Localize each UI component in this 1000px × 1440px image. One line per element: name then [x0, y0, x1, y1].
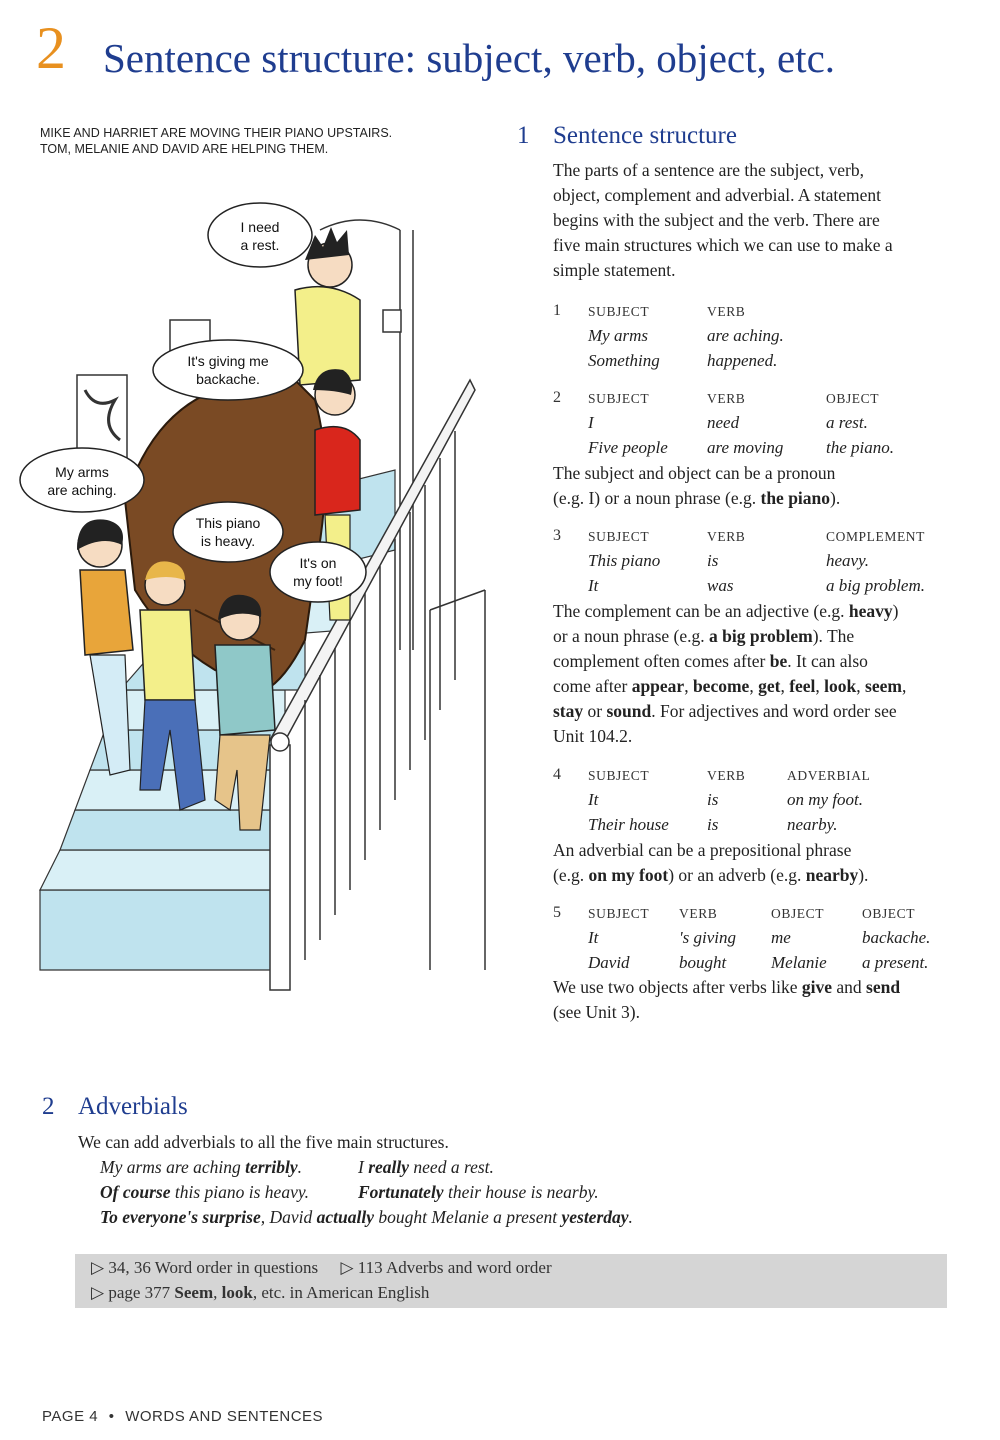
note-line: Unit 104.2.	[553, 726, 633, 746]
column-header: VERB	[707, 768, 746, 783]
reference-link[interactable]: ▷ page 377 Seem, look, etc. in American English	[91, 1283, 430, 1302]
note-line: The subject and object can be a pronoun	[553, 463, 836, 483]
section-1-number: 1	[517, 122, 530, 149]
example-cell: My arms	[588, 326, 648, 345]
structure-number: 5	[553, 904, 561, 921]
bubble-text: I need	[240, 219, 280, 235]
page-number: PAGE 4	[42, 1408, 99, 1425]
page-footer	[42, 1408, 323, 1425]
note-line: The complement can be an adjective (e.g. heavy)	[553, 601, 899, 621]
bubble-text: This piano	[195, 515, 261, 531]
note-line: complement often comes after be. It can also	[553, 651, 868, 671]
example-cell: David	[588, 953, 630, 972]
column-header: VERB	[707, 529, 746, 544]
bubble-text: It's giving me	[187, 353, 269, 369]
intro-line: begins with the subject and the verb. There are	[553, 210, 880, 230]
adverbial-example-row: Of course this piano is heavy. Fortunately their house is nearby.	[100, 1182, 599, 1202]
note-line: (e.g. on my foot) or an adverb (e.g. nearby).	[553, 865, 869, 885]
column-header: VERB	[707, 304, 746, 319]
example-cell: a present.	[862, 953, 929, 972]
reference-line	[91, 1258, 552, 1278]
example-cell: is	[707, 815, 719, 834]
section-1-title: Sentence structure	[553, 122, 737, 149]
example-cell: It	[588, 790, 599, 809]
column-header: VERB	[707, 391, 746, 406]
bubble-text: a rest.	[240, 237, 280, 253]
bubble-text: backache.	[196, 371, 260, 387]
note-line: (see Unit 3).	[553, 1002, 640, 1022]
note-line: An adverbial can be a prepositional phrase	[553, 840, 852, 860]
example-cell: Five people	[588, 438, 668, 457]
section-2-body	[78, 1130, 958, 1230]
speech-bubble-backache	[153, 340, 303, 400]
speech-bubble-need-rest	[208, 203, 312, 267]
person-harriet	[77, 519, 133, 775]
example-cell: nearby.	[787, 815, 838, 834]
intro-line: object, complement and adverbial. A statement	[553, 185, 882, 205]
unit-number: 2	[36, 15, 66, 81]
example-cell: Their house	[588, 815, 669, 834]
caption-line-1: MIKE AND HARRIET ARE MOVING THEIR PIANO UPSTAIRS.	[40, 126, 393, 140]
structure-4-note	[553, 838, 973, 888]
example-cell: backache.	[862, 928, 931, 947]
reference-link[interactable]: ▷ 113 Adverbs and word order	[340, 1258, 552, 1277]
example-cell: a big problem.	[826, 576, 926, 595]
adverbial-example-row: To everyone's surprise, David actually bought Melanie a present yesterday.	[100, 1207, 633, 1227]
column-header: SUBJECT	[588, 304, 650, 319]
bubble-text: My arms	[55, 464, 109, 480]
speech-bubble-piano-heavy	[173, 502, 283, 562]
section-2-number: 2	[42, 1093, 55, 1120]
bubble-text: my foot!	[293, 573, 343, 589]
speech-bubble-arms-aching	[20, 448, 144, 512]
column-header: OBJECT	[771, 906, 825, 921]
section-1-intro	[553, 158, 973, 283]
intro-line: The parts of a sentence are the subject, verb,	[553, 160, 864, 180]
example-cell: Melanie	[771, 953, 827, 972]
note-line: stay or sound. For adjectives and word order see	[553, 701, 897, 721]
column-header: SUBJECT	[588, 768, 650, 783]
speech-bubble-on-foot	[270, 542, 366, 602]
note-line: (e.g. I) or a noun phrase (e.g. the piano).	[553, 488, 841, 508]
column-header: VERB	[679, 906, 718, 921]
example-cell: are moving	[707, 438, 784, 457]
bubble-text: are aching.	[47, 482, 117, 498]
unit-title: Sentence structure: subject, verb, object, etc.	[103, 35, 836, 81]
example-cell: is	[707, 551, 719, 570]
adverbial-example-row: My arms are aching terribly. I really need a rest.	[100, 1157, 494, 1177]
note-line: come after appear, become, get, feel, look, seem,	[553, 676, 907, 696]
cross-reference-box	[75, 1254, 947, 1308]
structure-3-note	[553, 599, 973, 749]
example-cell: 's giving	[679, 928, 736, 947]
note-line: or a noun phrase (e.g. a big problem). The	[553, 626, 855, 646]
example-cell: happened.	[707, 351, 778, 370]
caption-line-2: TOM, MELANIE AND DAVID ARE HELPING THEM.	[40, 142, 329, 156]
example-cell: is	[707, 790, 719, 809]
example-cell: me	[771, 928, 791, 947]
example-cell: I	[588, 413, 594, 432]
column-header: ADVERBIAL	[787, 768, 871, 783]
example-cell: are aching.	[707, 326, 784, 345]
section-2-title: Adverbials	[78, 1093, 188, 1120]
example-cell: It	[588, 928, 599, 947]
structure-number: 2	[553, 389, 561, 406]
structure-number: 3	[553, 527, 561, 544]
intro-line: five main structures which we can use to make a	[553, 235, 893, 255]
bubble-text: It's on	[299, 555, 337, 571]
example-cell: the piano.	[826, 438, 894, 457]
structure-2-note	[553, 461, 973, 511]
example-cell: was	[707, 576, 734, 595]
structure-number: 4	[553, 766, 561, 783]
section-name: WORDS AND SENTENCES	[125, 1408, 324, 1425]
example-cell: on my foot.	[787, 790, 864, 809]
column-header: SUBJECT	[588, 391, 650, 406]
column-header: COMPLEMENT	[826, 529, 926, 544]
example-cell: a rest.	[826, 413, 868, 432]
example-cell: Something	[588, 351, 660, 370]
reference-line	[91, 1283, 429, 1303]
staircase-illustration	[15, 170, 495, 1030]
structure-5-note	[553, 975, 973, 1025]
column-header: SUBJECT	[588, 529, 650, 544]
example-cell: need	[707, 413, 740, 432]
bubble-text: is heavy.	[200, 533, 256, 549]
example-cell: This piano	[588, 551, 661, 570]
bullet: •	[108, 1408, 115, 1425]
illustration-caption	[40, 125, 480, 157]
column-header: OBJECT	[862, 906, 916, 921]
note-line: We use two objects after verbs like give and send	[553, 977, 901, 997]
example-cell: heavy.	[826, 551, 869, 570]
section-2-intro: We can add adverbials to all the five main structures.	[78, 1132, 449, 1152]
intro-line: simple statement.	[553, 260, 676, 280]
column-header: OBJECT	[826, 391, 880, 406]
structure-number: 1	[553, 302, 561, 319]
example-cell: bought	[679, 953, 727, 972]
example-cell: It	[588, 576, 599, 595]
column-header: SUBJECT	[588, 906, 650, 921]
reference-link[interactable]: ▷ 34, 36 Word order in questions	[91, 1258, 319, 1277]
